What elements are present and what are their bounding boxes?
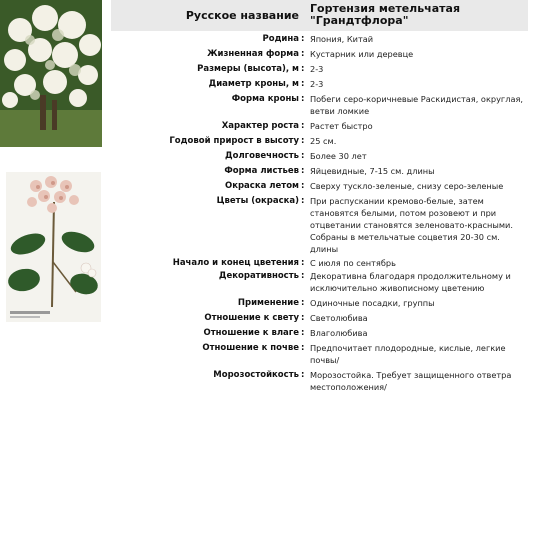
property-separator: : [301, 328, 305, 338]
property-value: Предпочитает плодородные, кислые, легкие почвы/ [310, 343, 506, 365]
property-label: Окраска летом [224, 181, 299, 191]
property-separator: : [301, 196, 305, 206]
property-value: Светолюбива [310, 313, 368, 323]
property-separator: : [301, 151, 305, 161]
property-value: Япония, Китай [310, 34, 374, 44]
title-row [111, 0, 528, 31]
property-value: Декоративна благодаря продолжительному и исключительно живописному цветению [310, 271, 511, 293]
property-separator: : [301, 94, 305, 104]
property-label: Цветы (окраска) [216, 196, 299, 206]
property-separator: : [301, 64, 305, 74]
property-label: Жизненная форма [207, 49, 299, 59]
property-separator: : [301, 313, 305, 323]
property-separator: : [301, 49, 305, 59]
property-separator: : [301, 181, 305, 191]
property-label: Размеры (высота), м [197, 64, 299, 74]
property-label: Годовой прирост в высоту [169, 136, 299, 146]
property-separator: : [301, 166, 305, 176]
property-separator: : [301, 298, 305, 308]
property-separator: : [301, 370, 305, 380]
title-label: Русское название [185, 9, 299, 22]
property-label: Диаметр кроны, м [208, 79, 299, 89]
property-value: Кустарник или деревце [310, 49, 414, 59]
property-label: Отношение к влаге [203, 328, 299, 338]
property-separator: : [301, 79, 305, 89]
property-separator: : [301, 136, 305, 146]
botanical-illustration [6, 172, 101, 322]
property-label: Характер роста [221, 121, 299, 131]
property-label: Долговечность [225, 151, 299, 161]
property-label: Родина [262, 34, 299, 44]
property-value: Более 30 лет [310, 151, 367, 161]
property-value: Сверху тускло-зеленые, снизу серо-зеленые [310, 181, 504, 191]
property-label: Начало и конец цветения [172, 258, 299, 268]
property-value: Одиночные посадки, группы [310, 298, 435, 308]
property-value: С июля по сентябрь [310, 258, 396, 268]
property-value: 2-3 [310, 79, 324, 89]
property-separator: : [301, 258, 305, 268]
property-value: Морозостойка. Требует защищенного ответра местоположения/ [310, 370, 512, 392]
property-value: Яйцевидные, 7-15 см. длины [310, 166, 435, 176]
property-label: Отношение к свету [204, 313, 299, 323]
property-value: Растет быстро [310, 121, 373, 131]
property-value: 2-3 [310, 64, 324, 74]
property-label: Применение [237, 298, 299, 308]
plant-photo [0, 0, 102, 147]
plant-name: Гортензия метельчатая "Грандтфлора" [310, 2, 461, 27]
property-separator: : [301, 271, 305, 281]
property-value: Влаголюбива [310, 328, 368, 338]
property-value: 25 см. [310, 136, 337, 146]
property-label: Форма листьев [224, 166, 299, 176]
property-value: Побеги серо-коричневые Раскидистая, округлая, ветви ломкие [310, 94, 524, 116]
property-separator: : [301, 34, 305, 44]
property-separator: : [301, 121, 305, 131]
property-label: Декоративность [218, 271, 299, 281]
property-label: Отношение к почве [202, 343, 299, 353]
property-value: При распускании кремово-белые, затем становятся белыми, потом розовеют и при отцветании становятся зеленовато-красными. Собраны в метельчатые соцветия 20-30 см. длины [310, 196, 513, 254]
property-separator: : [301, 343, 305, 353]
property-label: Морозостойкость [213, 370, 299, 380]
property-label: Форма кроны [231, 94, 299, 104]
